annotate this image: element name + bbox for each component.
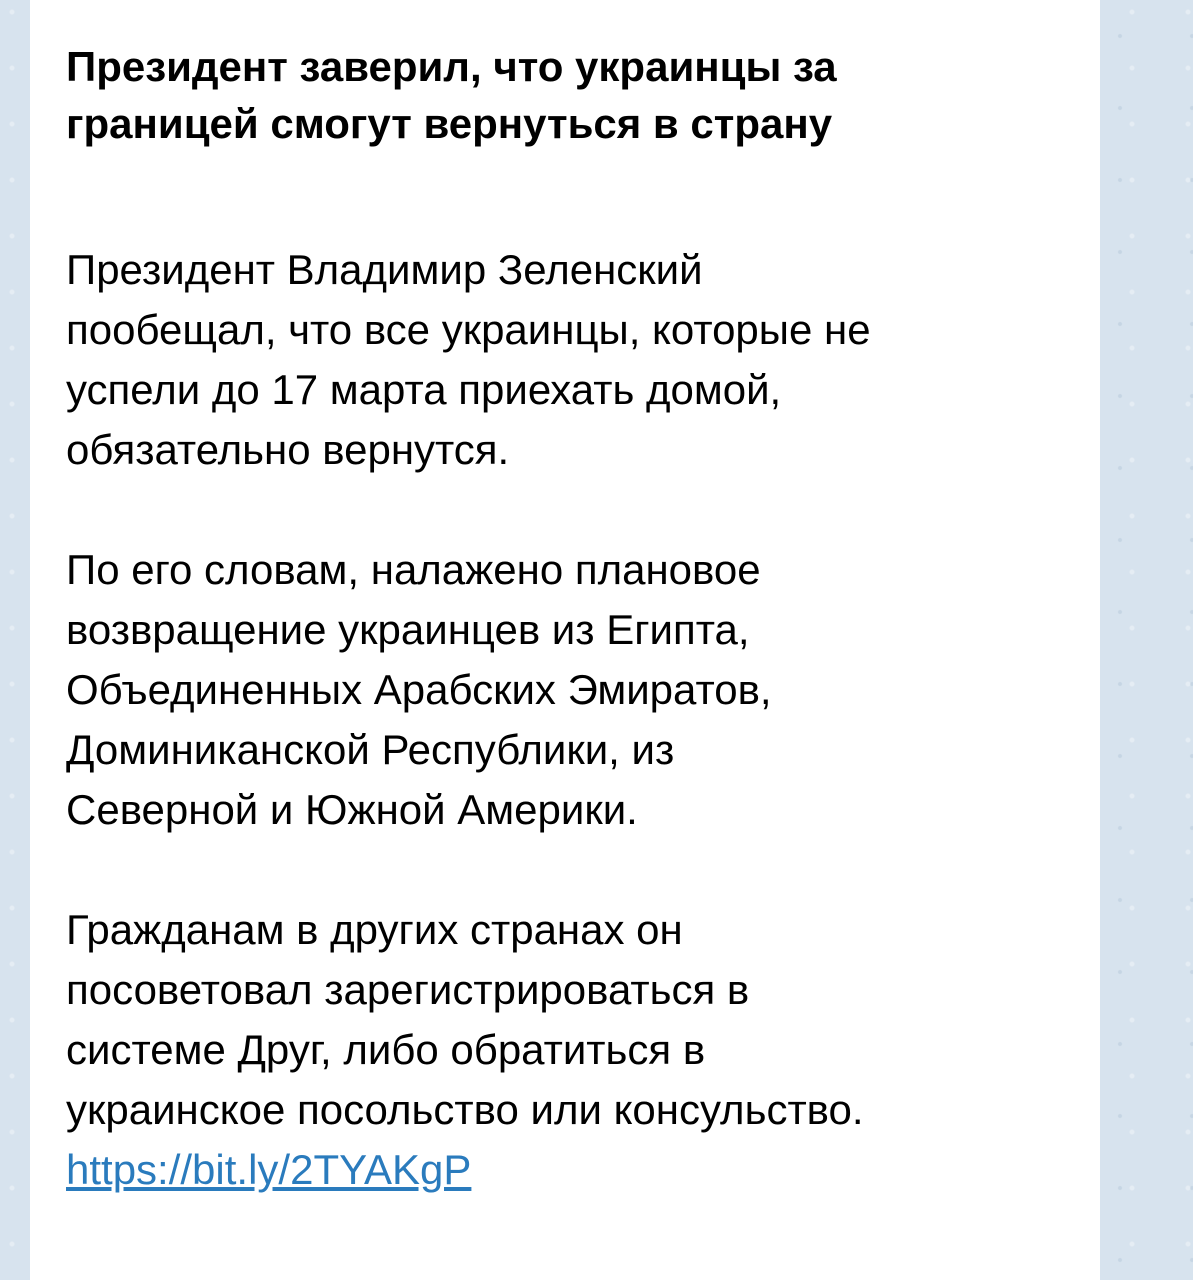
message-text-line: обязательно вернутся. <box>66 426 510 473</box>
message-bubble <box>30 0 1100 1280</box>
message-link[interactable]: https://bit.ly/2TYAKgP <box>66 1146 472 1193</box>
message-text-line: системе Друг, либо обратиться в <box>66 1026 706 1073</box>
message-text-line: Гражданам в других странах он <box>66 906 683 953</box>
message-paragraph <box>66 240 1076 480</box>
message-title-line: Президент заверил, что украинцы за <box>66 43 837 90</box>
chat-background-right <box>1100 0 1193 1280</box>
message-text-line: посоветовал зарегистрироваться в <box>66 966 750 1013</box>
message-text-line: По его словам, налажено плановое <box>66 546 761 593</box>
message-paragraph <box>66 540 1076 840</box>
message-text-line: Северной и Южной Америки. <box>66 786 638 833</box>
message-text-line: пообещал, что все украинцы, которые не <box>66 306 871 353</box>
message-title-line: границей смогут вернуться в страну <box>66 100 833 147</box>
message-text-line: Объединенных Арабских Эмиратов, <box>66 666 772 713</box>
message-title <box>66 38 1076 152</box>
chat-background-left <box>0 0 30 1280</box>
message-text-line: успели до 17 марта приехать домой, <box>66 366 782 413</box>
message-text-line: Президент Владимир Зеленский <box>66 246 703 293</box>
message-text-line: Доминиканской Республики, из <box>66 726 675 773</box>
message-text-line: возвращение украинцев из Египта, <box>66 606 750 653</box>
message-text-line: украинское посольство или консульство. <box>66 1086 864 1133</box>
message-paragraph <box>66 900 1076 1200</box>
